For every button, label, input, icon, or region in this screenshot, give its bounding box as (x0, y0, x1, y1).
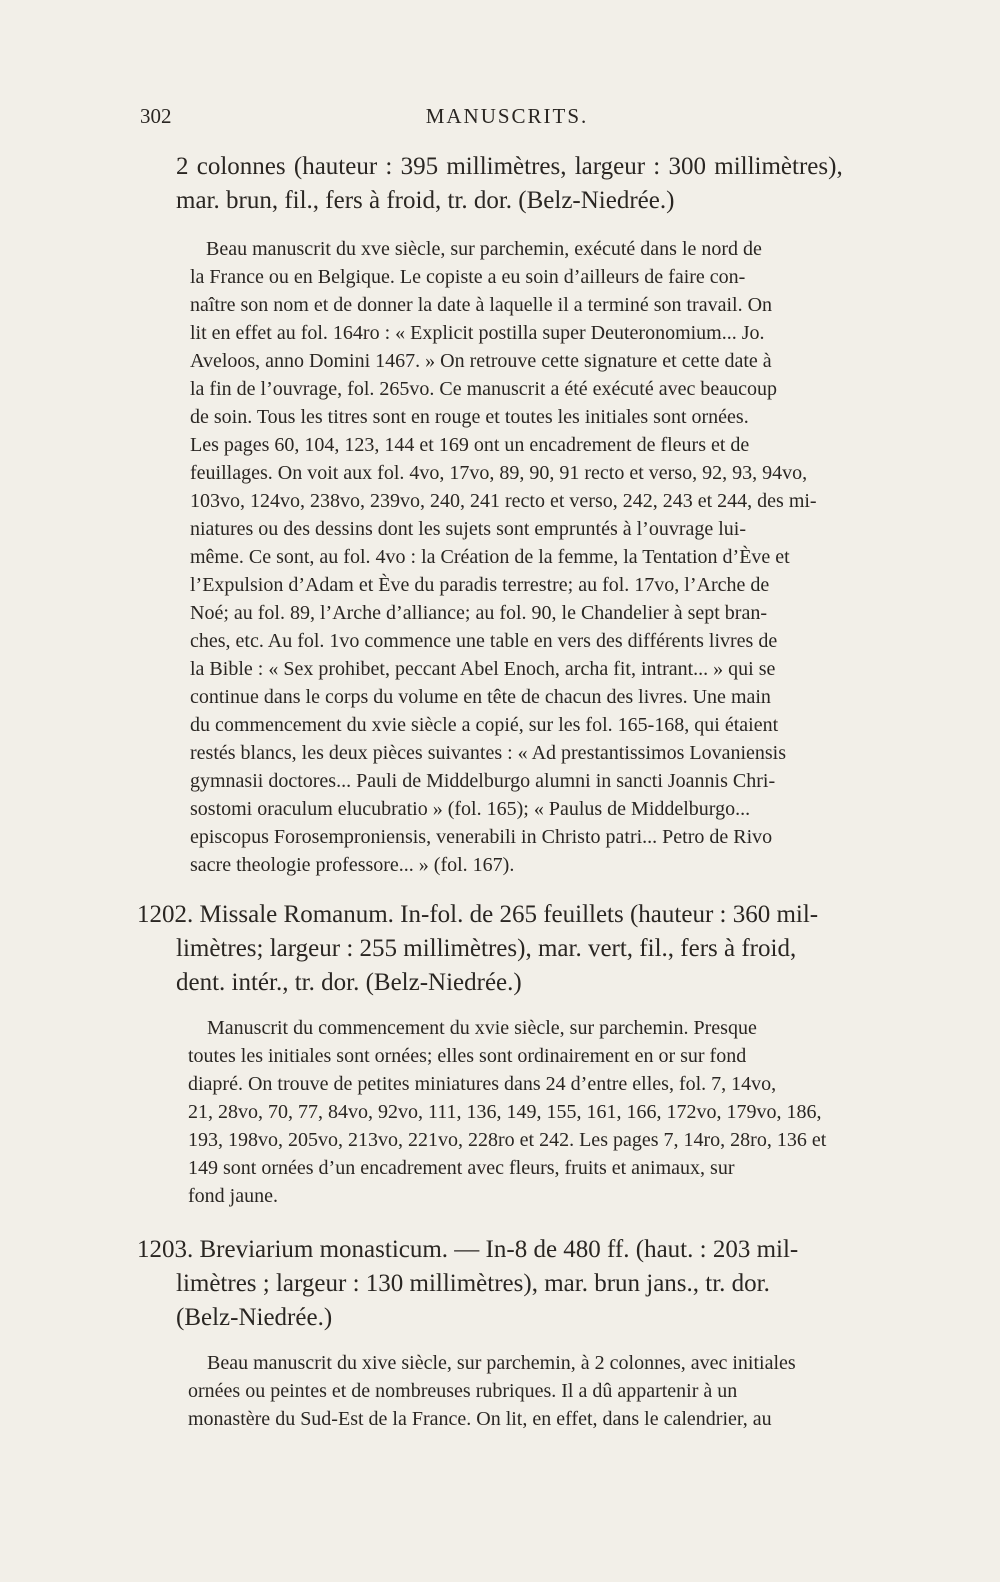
note-line: 103vo, 124vo, 238vo, 239vo, 240, 241 recto et verso, 242, 243 et 244, des mi- (190, 490, 817, 512)
note-line: de soin. Tous les titres sont en rouge et toutes les initiales sont ornées. (190, 406, 749, 428)
note-line: la France ou en Belgique. Le copiste a eu soin d’ailleurs de faire con- (190, 266, 746, 288)
note-line: continue dans le corps du volume en tête de chacun des livres. Une main (190, 686, 771, 708)
note-line: 149 sont ornées d’un encadrement avec fleurs, fruits et animaux, sur (188, 1157, 735, 1179)
note-line: restés blancs, les deux pièces suivantes : « Ad prestantissimos Lovaniensis (190, 742, 787, 764)
note-line: toutes les initiales sont ornées; elles sont ordinairement en or sur fond (188, 1045, 747, 1067)
text-line: 2 colonnes (hauteur : 395 millimètres, largeur : 300 millimètres), (176, 153, 843, 180)
note-line: Noé; au fol. 89, l’Arche d’alliance; au fol. 90, le Chandelier à sept bran- (190, 602, 768, 624)
note-line: Beau manuscrit du xive siècle, sur parchemin, à 2 colonnes, avec initiales (207, 1352, 796, 1374)
note-line: fond jaune. (188, 1185, 278, 1207)
note-line: même. Ce sont, au fol. 4vo : la Création de la femme, la Tentation d’Ève et (190, 546, 790, 568)
note-line: Beau manuscrit du xve siècle, sur parchemin, exécuté dans le nord de (206, 238, 762, 260)
note-line: lit en effet au fol. 164ro : « Explicit postilla super Deuteronomium... Jo. (190, 322, 765, 344)
note-line: feuillages. On voit aux fol. 4vo, 17vo, 89, 90, 91 recto et verso, 92, 93, 94vo, (190, 462, 808, 484)
note-line: diapré. On trouve de petites miniatures dans 24 d’entre elles, fol. 7, 14vo, (188, 1073, 777, 1095)
page-number: 302 (140, 104, 172, 128)
text-line: mar. brun, fil., fers à froid, tr. dor. (Belz-Niedrée.) (176, 187, 675, 214)
note-line: Manuscrit du commencement du xvie siècle, sur parchemin. Presque (207, 1017, 757, 1039)
entry-heading: 1202. Missale Romanum. In-fol. de 265 feuillets (hauteur : 360 mil- (137, 901, 819, 928)
page-header (0, 104, 1000, 134)
note-line: Aveloos, anno Domini 1467. » On retrouve cette signature et cette date à (190, 350, 772, 372)
entry-line: limètres; largeur : 255 millimètres), mar. vert, fil., fers à froid, (176, 935, 797, 962)
entry-line: dent. intér., tr. dor. (Belz-Niedrée.) (176, 969, 522, 996)
note-line: niatures ou des dessins dont les sujets sont empruntés à l’ouvrage lui- (190, 518, 747, 540)
entry-heading: 1203. Breviarium monasticum. — In-8 de 480 ff. (haut. : 203 mil- (137, 1236, 799, 1263)
note-line: episcopus Forosemproniensis, venerabili in Christo patri... Petro de Rivo (190, 826, 773, 848)
note-line: la fin de l’ouvrage, fol. 265vo. Ce manuscrit a été exécuté avec beaucoup (190, 378, 777, 400)
note-line: du commencement du xvie siècle a copié, sur les fol. 165-168, qui étaient (190, 714, 779, 736)
note-line: sostomi oraculum elucubratio » (fol. 165); « Paulus de Middelburgo... (190, 798, 751, 820)
note-line: l’Expulsion d’Adam et Ève du paradis terrestre; au fol. 17vo, l’Arche de (190, 574, 770, 596)
note-line: gymnasii doctores... Pauli de Middelburgo alumni in sancti Joannis Chri- (190, 770, 776, 792)
entry-line: (Belz-Niedrée.) (176, 1304, 333, 1331)
note-line: la Bible : « Sex prohibet, peccant Abel Enoch, archa fit, intrant... » qui se (190, 658, 776, 680)
entry-line: limètres ; largeur : 130 millimètres), mar. brun jans., tr. dor. (176, 1270, 770, 1297)
running-title: MANUSCRITS. (425, 104, 589, 128)
note-line: sacre theologie professore... » (fol. 167). (190, 854, 515, 876)
note-line: monastère du Sud-Est de la France. On lit, en effet, dans le calendrier, au (188, 1408, 772, 1430)
note-line: 21, 28vo, 70, 77, 84vo, 92vo, 111, 136, 149, 155, 161, 166, 172vo, 179vo, 186, (188, 1101, 822, 1123)
note-line: 193, 198vo, 205vo, 213vo, 221vo, 228ro et 242. Les pages 7, 14ro, 28ro, 136 et (188, 1129, 827, 1151)
note-line: ornées ou peintes et de nombreuses rubriques. Il a dû appartenir à un (188, 1380, 738, 1402)
note-line: ches, etc. Au fol. 1vo commence une table en vers des différents livres de (190, 630, 778, 652)
note-line: Les pages 60, 104, 123, 144 et 169 ont un encadrement de fleurs et de (190, 434, 750, 456)
note-line: naître son nom et de donner la date à laquelle il a terminé son travail. On (190, 294, 773, 316)
